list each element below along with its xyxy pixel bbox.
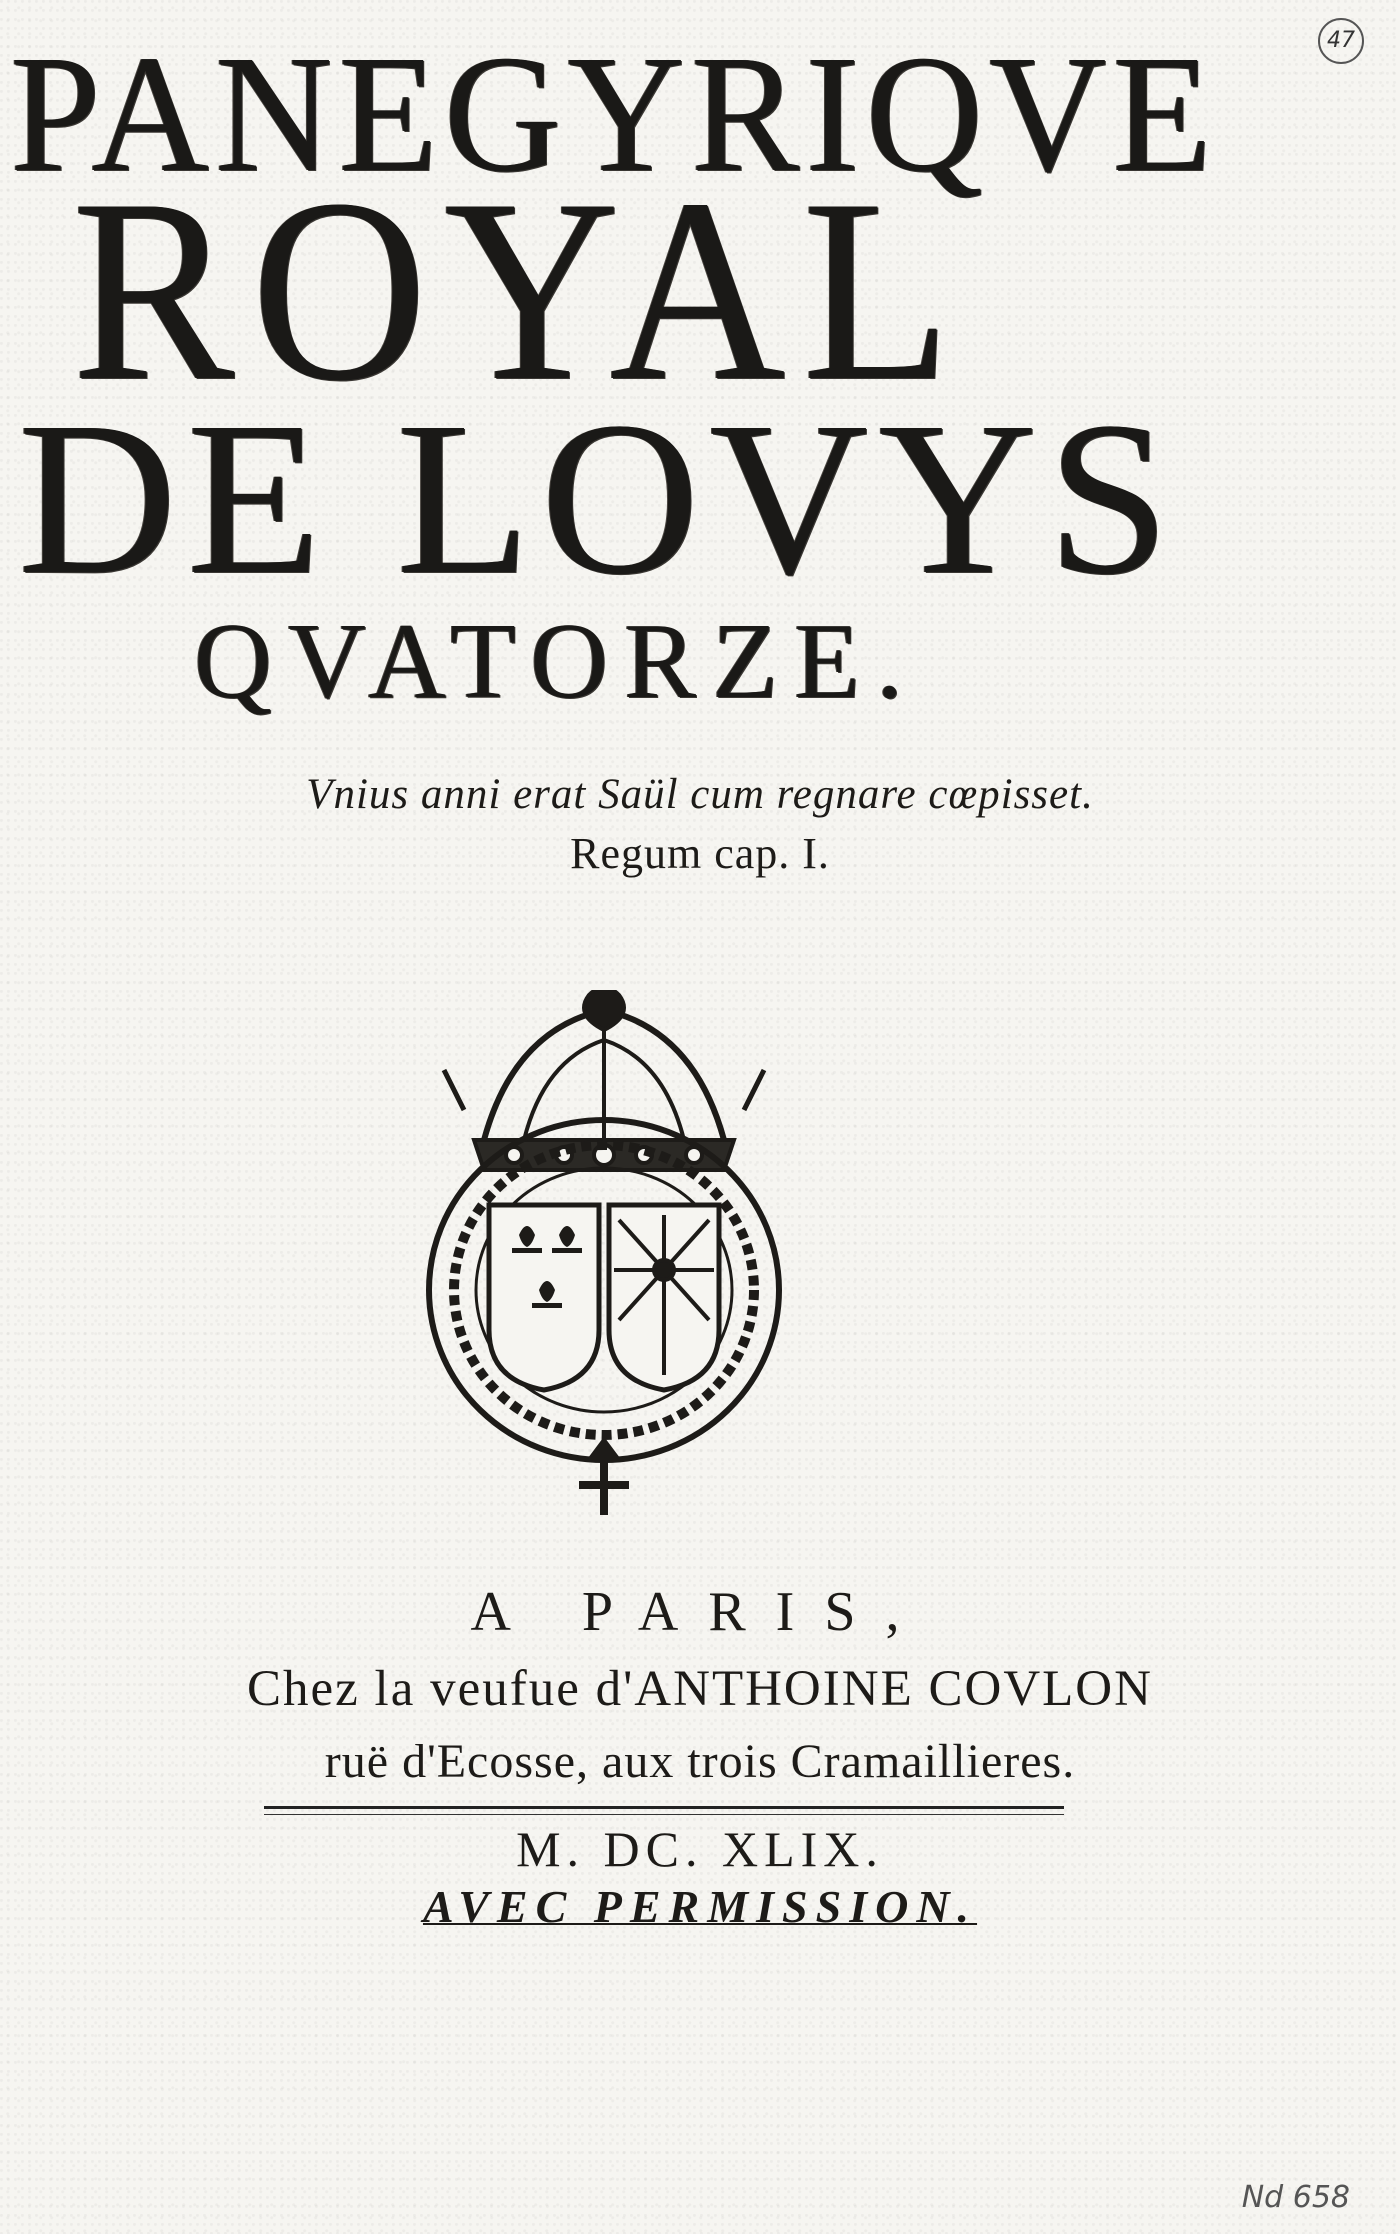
imprint-printer: Chez la veufue d'ANTHOINE COVLON — [247, 1661, 1153, 1717]
imprint-permission: AVEC PERMISSION. — [422, 1881, 978, 1932]
epigraph-citation: Regum cap. I. — [570, 829, 830, 878]
imprint-city: A PARIS, — [470, 1581, 930, 1643]
shelfmark-stamp: 47 — [1318, 18, 1364, 64]
imprint-date: M. DC. XLIX. — [516, 1821, 884, 1877]
imprint-address: ruë d'Ecosse, aux trois Cramaillieres. — [324, 1735, 1076, 1788]
royal-coat-of-arms-icon — [404, 990, 804, 1520]
title-line-royal: ROYAL — [72, 145, 968, 435]
title-line-de-louys: DE LOVYS — [18, 376, 1180, 620]
title-line-quatorze: QVATORZE. — [194, 602, 920, 721]
title-line-panegyrique: PANEGYRIQVE — [10, 21, 1218, 207]
divider-rule-thin — [264, 1814, 1064, 1815]
library-call-number: Nd 658 — [1241, 2180, 1350, 2215]
divider-rule — [264, 1806, 1064, 1809]
epigraph: Vnius anni erat Saül cum regnare cœpisset. — [306, 771, 1094, 818]
